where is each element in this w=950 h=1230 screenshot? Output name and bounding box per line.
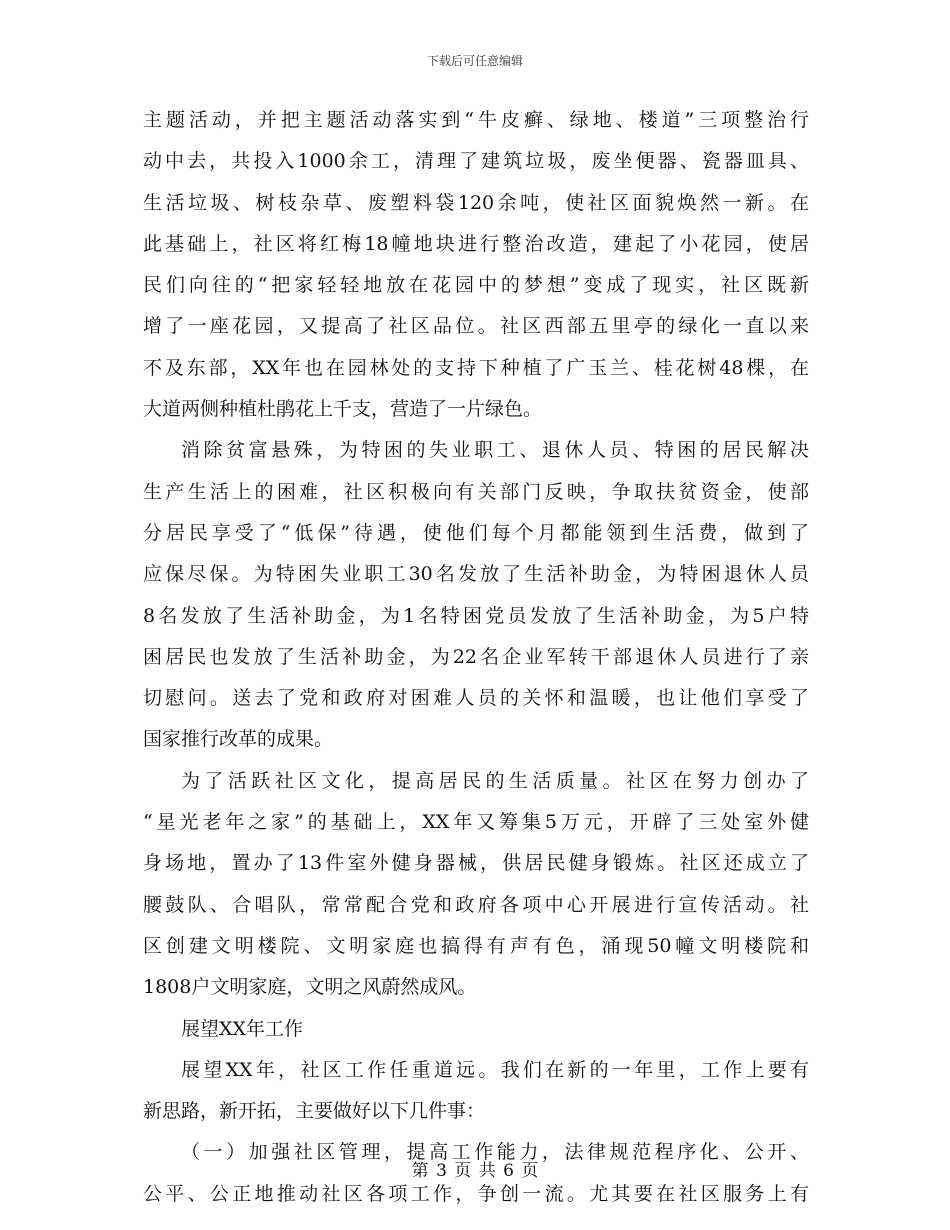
paragraph-first-line: 为了活跃社区文化，提高居民的生活质量。社区在努力创办了 [181,769,809,792]
text-line: 公平、公正地推动社区各项工作，争创一流。尤其要在社区服务上有 [143,1182,809,1205]
section-heading: 展望XX年工作 [181,1017,304,1040]
page-header-note: 下载后可任意编辑 [426,54,523,68]
text-line: 新思路，新开拓，主要做好以下几件事： [143,1100,486,1123]
text-line: 腰鼓队、合唱队，常常配合党和政府各项中心开展进行宣传活动。社 [143,893,809,916]
text-line: 增了一座花园，又提高了社区品位。社区西部五里亭的绿化一直以来 [143,315,809,338]
page-number: 第 3 页 共 6 页 [411,1161,539,1181]
text-line: 国家推行改革的成果。 [143,728,334,751]
text-line: 动中去，共投入1000余工，清理了建筑垃圾，废坐便器、瓷器皿具、 [143,150,809,173]
text-line: 1808户文明家庭，文明之风蔚然成风。 [143,976,477,999]
text-line: 应保尽保。为特困失业职工30名发放了生活补助金，为特困退休人员 [143,563,809,586]
text-line: 生活垃圾、树枝杂草、废塑料袋120余吨，使社区面貌焕然一新。在 [143,191,809,214]
text-line: 此基础上，社区将红梅18幢地块进行整治改造，建起了小花园，使居 [143,232,809,255]
text-line: 主题活动，并把主题活动落实到“牛皮癣、绿地、楼道”三项整治行 [143,109,809,131]
paragraph-first-line: （一）加强社区管理，提高工作能力，法律规范程序化、公开、 [181,1141,809,1164]
text-line: 不及东部，XX年也在园林处的支持下种植了广玉兰、桂花树48棵，在 [143,356,809,379]
text-line: 大道两侧种植杜鹃花上千支，营造了一片绿色。 [143,398,543,421]
paragraph-first-line: 消除贫富悬殊，为特困的失业职工、退休人员、特困的居民解决 [181,439,809,462]
text-line: 区创建文明楼院、文明家庭也搞得有声有色，涌现50幢文明楼院和 [143,934,809,957]
text-line: 民们向往的“把家轻轻地放在花园中的梦想”变成了现实，社区既新 [143,274,809,297]
text-line: 切慰问。送去了党和政府对困难人员的关怀和温暖，也让他们享受了 [143,687,809,710]
text-line: 困居民也发放了生活补助金，为22名企业军转干部退休人员进行了亲 [143,645,809,668]
text-line: 生产生活上的困难，社区积极向有关部门反映，争取扶贫资金，使部 [143,480,809,503]
text-line: 分居民享受了“低保”待遇，使他们每个月都能领到生活费，做到了 [143,521,809,544]
text-line: 8名发放了生活补助金，为1名特困党员发放了生活补助金，为5户特 [143,604,809,627]
document-body [143,100,809,1215]
paragraph-first-line: 展望XX年，社区工作任重道远。我们在新的一年里，工作上要有 [181,1058,809,1081]
text-line: 身场地，置办了13件室外健身器械，供居民健身锻炼。社区还成立了 [143,852,809,875]
text-line: “星光老年之家”的基础上，XX年又筹集5万元，开辟了三处室外健 [143,811,809,834]
